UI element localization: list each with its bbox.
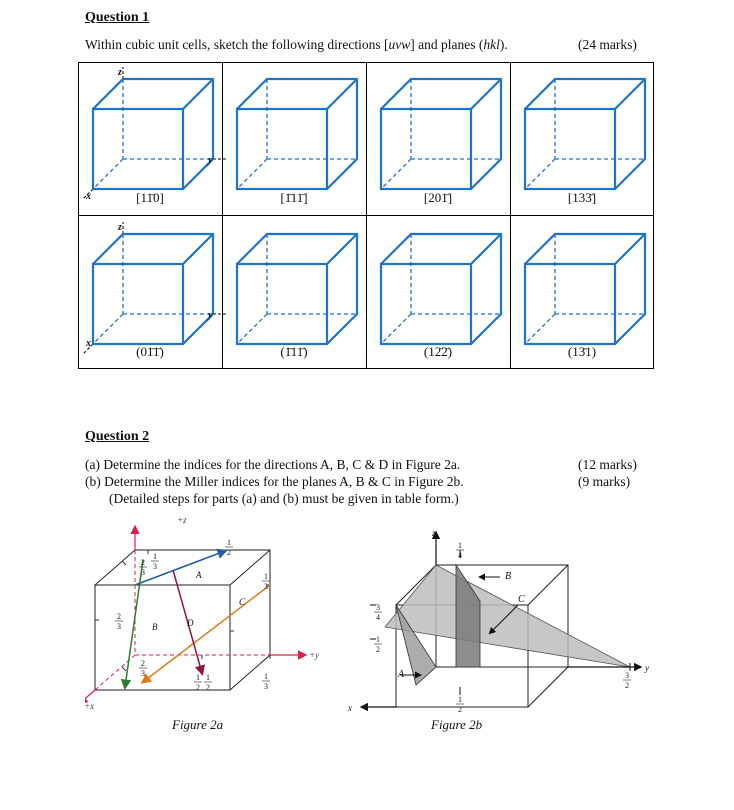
- axis-y-label: y: [208, 155, 213, 166]
- fig2b-y-label: y: [645, 663, 649, 673]
- fig2a-plus-x: +x: [84, 701, 95, 711]
- direction-label: [201̄]: [423, 190, 453, 205]
- frac-1-2-num: 1: [196, 673, 200, 682]
- fig2b-caption: Figure 2b: [431, 717, 483, 732]
- q1-instruction-uvw: uvw: [388, 37, 411, 52]
- frac-2-3-num: 2: [141, 558, 145, 567]
- direction-label: [11̄0]: [136, 190, 164, 205]
- fig2b-label-B: B: [505, 571, 512, 582]
- frac-2-3-num: 2: [117, 612, 121, 621]
- axis-z-label: z: [118, 222, 122, 233]
- fig2a-plus-z: +z: [177, 515, 187, 525]
- plane-label: (01̄1̄): [136, 344, 164, 359]
- frac-2-3-den: 3: [141, 568, 145, 577]
- axis-x-label: x: [86, 191, 91, 202]
- direction-label: [1̄11̄]: [280, 190, 308, 205]
- q1-instruction-mid: ] and planes (: [410, 37, 484, 52]
- fig2a-label-C: C: [239, 597, 246, 607]
- frac-num: 1: [458, 541, 462, 550]
- frac-1-2-den: 2: [206, 683, 210, 692]
- q1-instruction-suffix: ).: [499, 37, 508, 52]
- frac-2-3-num: 2: [141, 659, 145, 668]
- frac-1-3-num: 1: [264, 672, 268, 681]
- plane-label: (12̄2̄): [423, 344, 453, 359]
- fig2b-label-C: C: [518, 594, 525, 605]
- fig2b-label-A: A: [398, 669, 405, 680]
- plane-label: (1̄11̄): [280, 344, 308, 359]
- fig2a-caption: Figure 2a: [172, 717, 224, 732]
- fig2b-z-label: z: [432, 528, 436, 538]
- frac-den: 2: [625, 681, 629, 690]
- frac-1-3-den: 3: [264, 682, 268, 691]
- frac-1-2-num: 1: [227, 538, 231, 547]
- fig2a-label-D: D: [187, 618, 194, 628]
- axis-z-label: z: [118, 67, 122, 78]
- frac-num: 3: [625, 671, 629, 680]
- fig2a-label-A: A: [196, 570, 202, 580]
- frac-1-3-num: 1: [264, 572, 268, 581]
- frac-1-2-den: 2: [196, 683, 200, 692]
- direction-label: [133̄]: [567, 190, 597, 205]
- q2-note: (Detailed steps for parts (a) and (b) must be given in table form.): [109, 491, 459, 506]
- q1-marks: (24 marks): [578, 37, 637, 52]
- frac-den: 4: [458, 551, 462, 560]
- frac-den: 2: [376, 645, 380, 654]
- fig2a-label-B: B: [152, 622, 158, 632]
- fig2b-x-label: x: [348, 703, 352, 713]
- frac-1-3-den: 3: [153, 562, 157, 571]
- frac-2-3-den: 3: [141, 669, 145, 678]
- frac-1-2-num: 1: [206, 673, 210, 682]
- frac-num: 1: [458, 695, 462, 704]
- q2-part-a: (a) Determine the indices for the directions A, B, C & D in Figure 2a.: [85, 457, 461, 472]
- q1-heading: Question 1: [85, 10, 150, 25]
- frac-den: 2: [458, 705, 462, 714]
- axis-x-label: x: [86, 338, 91, 349]
- frac-num: 1: [376, 635, 380, 644]
- q1-instruction-prefix: Within cubic unit cells, sketch the following directions [: [85, 37, 389, 52]
- fig2a-plus-y: +y: [309, 650, 320, 660]
- q1-instruction-hkl: hkl: [483, 37, 500, 52]
- frac-1-2-den: 2: [227, 548, 231, 557]
- frac-den: 4: [376, 613, 380, 622]
- q2-heading: Question 2: [85, 429, 150, 444]
- frac-1-3-num: 1: [153, 552, 157, 561]
- frac-num: 3: [376, 603, 380, 612]
- frac-1-3-den: 3: [264, 582, 268, 591]
- q2-marks-a: (12 marks): [578, 457, 637, 472]
- plane-label: (13̄1): [567, 344, 597, 359]
- q2-part-b: (b) Determine the Miller indices for the planes A, B & C in Figure 2b.: [85, 474, 464, 489]
- frac-2-3-den: 3: [117, 622, 121, 631]
- q2-marks-b: (9 marks): [578, 474, 631, 489]
- axis-y-label: y: [208, 310, 213, 321]
